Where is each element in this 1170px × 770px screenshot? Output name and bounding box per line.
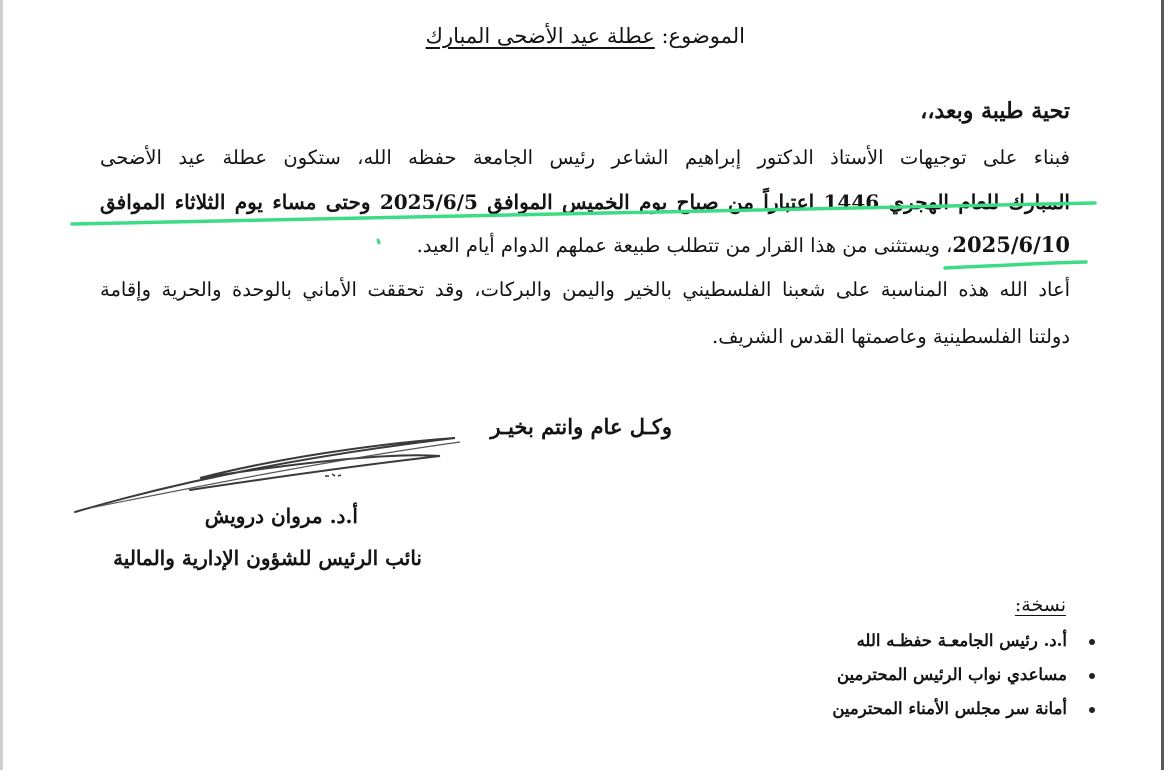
greeting: تحية طيبة وبعد،،	[920, 98, 1070, 124]
signer-name: أ.د. مروان درويش	[204, 504, 358, 528]
bullet-icon	[1089, 639, 1095, 645]
handwritten-signature	[70, 430, 470, 530]
closing-greeting: وكـل عام وانتم بخيـر	[490, 414, 672, 439]
copies-list	[832, 626, 1095, 728]
bullet-icon	[1089, 707, 1095, 713]
body-line-5: دولتنا الفلسطينية وعاصمتها القدس الشريف.	[712, 325, 1070, 348]
copy-item: أ.د. رئيس الجامعـة حفظـه الله	[832, 626, 1095, 660]
copy-item: مساعدي نواب الرئيس المحترمين	[832, 660, 1095, 694]
signer-position: نائب الرئيس للشؤون الإدارية والمالية	[113, 546, 422, 570]
body-line-2: المبارك للعام الهجري 1446 اعتباراً من صباح يوم الخميس الموافق 2025/6/5 وحتى مساء يوم الثلاثاء الموافق	[100, 190, 1070, 214]
body-line-1: فبناء على توجيهات الأستاذ الدكتور إبراهيم الشاعر رئيس الجامعة حفظه الله، ستكون عطلة عيد الأضحى	[100, 146, 1070, 169]
subject-label: الموضوع:	[661, 24, 745, 48]
body-line-3-text: ، ويستثنى من هذا القرار من تتطلب طبيعة عملهم الدوام أيام العيد.	[416, 234, 953, 257]
end-date: 2025/6/10	[952, 232, 1070, 257]
body-line-3	[417, 232, 1070, 257]
body-line-4: أعاد الله هذه المناسبة على شعبنا الفلسطيني بالخير واليمن والبركات، وقد تحققت الأماني بالوحدة والحرية وإقامة	[100, 278, 1070, 301]
subject-line	[426, 24, 745, 48]
copies-label: نسخة:	[1014, 594, 1066, 616]
copy-item: أمانة سر مجلس الأمناء المحترمين	[832, 694, 1095, 728]
subject-title: عطلة عيد الأضحى المبارك	[425, 24, 655, 48]
bullet-icon	[1089, 673, 1095, 679]
